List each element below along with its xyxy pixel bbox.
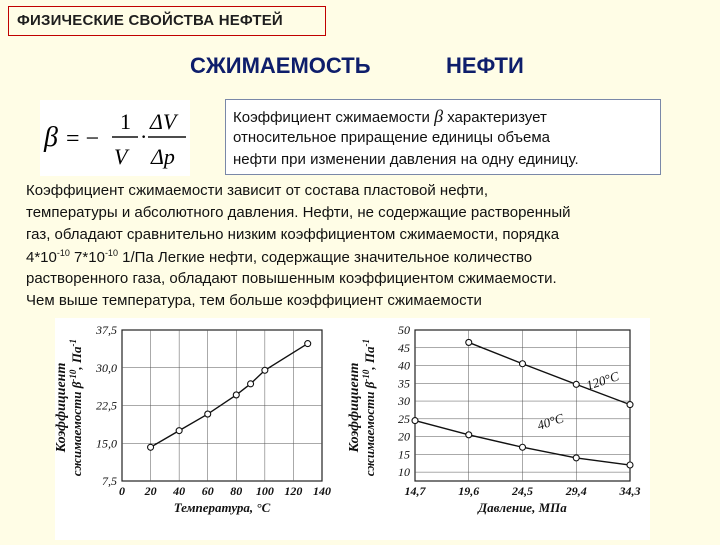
formula-volume: V xyxy=(114,144,128,169)
chart-1-series-1-point xyxy=(176,428,182,434)
chart-1-y-tick-label: 15,0 xyxy=(96,436,117,451)
chart-2-series-2-label: 40°C xyxy=(535,410,566,433)
formula-delta-v: ΔV xyxy=(150,109,177,134)
chart-2-y-tick-label: 25 xyxy=(398,411,410,426)
chart-2-series-2-point xyxy=(466,432,472,438)
body-line-1: Коэффициент сжимаемости зависит от состава пластовой нефти, xyxy=(26,182,488,199)
body-line-2: температуры и абсолютного давления. Нефти, не содержащие растворенный xyxy=(26,204,571,221)
formula-beta: β xyxy=(44,122,58,153)
chart-2-series-2-point xyxy=(627,462,633,468)
chart-1-y-axis-label-main: сжимаемости β xyxy=(69,381,84,477)
chart-1-x-tick-label: 120 xyxy=(284,484,303,498)
header-box xyxy=(8,6,326,36)
chart-1-series-1-point xyxy=(148,444,154,450)
chart-1-x-tick-label: 80 xyxy=(230,484,243,498)
chart-2-x-axis-label: Давление, МПа xyxy=(478,500,567,515)
chart-1-x-tick-label: 60 xyxy=(201,484,214,498)
chart-2-y-tick-label: 20 xyxy=(398,429,410,444)
formula-dot: · xyxy=(140,124,148,149)
formula xyxy=(40,100,190,176)
slide-title xyxy=(0,53,720,85)
chart-2-y-axis-label-line-2 xyxy=(361,339,377,476)
chart-2-series-1-point xyxy=(466,339,472,345)
body-line-4-a: 4*10 xyxy=(26,249,57,266)
body-line-4-exp-1: -10 xyxy=(56,248,70,258)
chart-2-y-axis-label-unit-exponent: -1 xyxy=(361,338,371,347)
body-line-6: Чем выше температура, тем больше коэффициент сжимаемости xyxy=(26,292,482,309)
chart-2-y-tick-label: 45 xyxy=(398,340,410,355)
chart-2-series-1-label: 120°C xyxy=(584,368,621,393)
chart-2-y-axis-label-main: сжимаемости β xyxy=(362,381,377,477)
figure-charts xyxy=(55,318,650,540)
chart-2-series-1-point xyxy=(520,361,526,367)
formula-one: 1 xyxy=(120,109,131,134)
body-line-4-b: 7*10 xyxy=(69,249,105,266)
chart-2-x-tick-label: 29,4 xyxy=(565,484,587,498)
chart-2-y-tick-label: 40 xyxy=(398,358,410,373)
chart-1-series-1-point xyxy=(205,411,211,417)
body-line-5: растворенного газа, обладают повышенным коэффициентом сжимаемости. xyxy=(26,270,557,287)
chart-2-y-tick-label: 30 xyxy=(398,394,410,409)
chart-2-y-tick-label: 35 xyxy=(398,376,410,391)
formula-box xyxy=(40,100,190,176)
chart-1-x-tick-label: 100 xyxy=(255,484,274,498)
header-text: ФИЗИЧЕСКИЕ СВОЙСТВА НЕФТЕЙ xyxy=(17,12,283,29)
chart-2-y-axis-label-line-1: Коэффициент xyxy=(347,362,362,453)
body-line-4 xyxy=(26,248,532,266)
chart-1-y-axis-label-line-2 xyxy=(68,339,84,476)
chart-1-y-tick-label: 22,5 xyxy=(96,398,117,413)
body-line-4-c: 1/Па Легкие нефти, содержащие значительное количество xyxy=(117,249,533,266)
chart-2-series-2-point xyxy=(412,418,418,424)
chart-1-x-tick-label: 20 xyxy=(144,484,157,498)
chart-1-x-tick-label: 0 xyxy=(119,484,125,498)
definition-line-3: нефти при изменении давления на одну единицу. xyxy=(233,151,579,168)
body-line-4-exp-2: -10 xyxy=(104,248,118,258)
formula-equals-minus: = − xyxy=(66,126,100,152)
chart-2-x-tick-label: 14,7 xyxy=(404,484,426,498)
chart-1-x-tick-label: 140 xyxy=(313,484,331,498)
chart-2-y-axis-label-unit: , Па xyxy=(362,346,377,370)
chart-2-series-2-point xyxy=(520,444,526,450)
title-word-compressibility: СЖИМАЕМОСТЬ xyxy=(190,53,371,78)
chart-1-x-axis-label: Температура, °C xyxy=(173,500,271,515)
chart-1-y-tick-label: 30,0 xyxy=(96,360,117,375)
chart-2-series-2-point xyxy=(573,455,579,461)
title-word-oil: НЕФТИ xyxy=(446,53,524,78)
chart-2-series-1-point xyxy=(627,402,633,408)
chart-2-x-tick-label: 19,6 xyxy=(458,484,480,498)
chart-2-y-tick-label: 50 xyxy=(398,323,410,337)
chart-1-y-axis-label-unit-exponent: -1 xyxy=(68,338,78,347)
chart-1-series-1-point xyxy=(305,341,311,347)
chart-1-y-axis-label-exponent: -10 xyxy=(68,369,78,382)
definition-line-2: относительное приращение единицы объема xyxy=(233,129,551,146)
definition-line-1-a: Коэффициент сжимаемости xyxy=(233,109,435,126)
chart-2-series-1-point xyxy=(573,381,579,387)
chart-1-series-1-point xyxy=(248,381,254,387)
definition-line-1 xyxy=(233,106,547,127)
chart-1-y-axis-label-unit: , Па xyxy=(69,346,84,370)
definition-box xyxy=(225,99,661,175)
figure-panel xyxy=(55,318,650,540)
formula-delta-p: Δp xyxy=(151,144,175,169)
body-line-3: газ, обладают сравнительно низким коэффициентом сжимаемости, порядка xyxy=(26,226,560,243)
chart-2-y-tick-label: 15 xyxy=(398,447,410,462)
definition-line-1-b: характеризует xyxy=(443,109,547,126)
definition-beta: β xyxy=(434,106,444,126)
chart-1-y-axis-label-line-1: Коэффициент xyxy=(55,362,69,453)
chart-2-x-tick-label: 24,5 xyxy=(512,484,533,498)
chart-2-x-tick-label: 34,3 xyxy=(619,484,641,498)
chart-1-y-tick-label: 7,5 xyxy=(102,474,117,488)
chart-1-y-tick-label: 37,5 xyxy=(96,323,117,337)
chart-2-y-tick-label: 10 xyxy=(398,465,410,480)
chart-1-x-tick-label: 40 xyxy=(173,484,186,498)
chart-1-series-1-point xyxy=(233,392,239,398)
chart-1-series-1-point xyxy=(262,367,268,373)
chart-2-y-axis-label-exponent: -10 xyxy=(361,369,371,382)
